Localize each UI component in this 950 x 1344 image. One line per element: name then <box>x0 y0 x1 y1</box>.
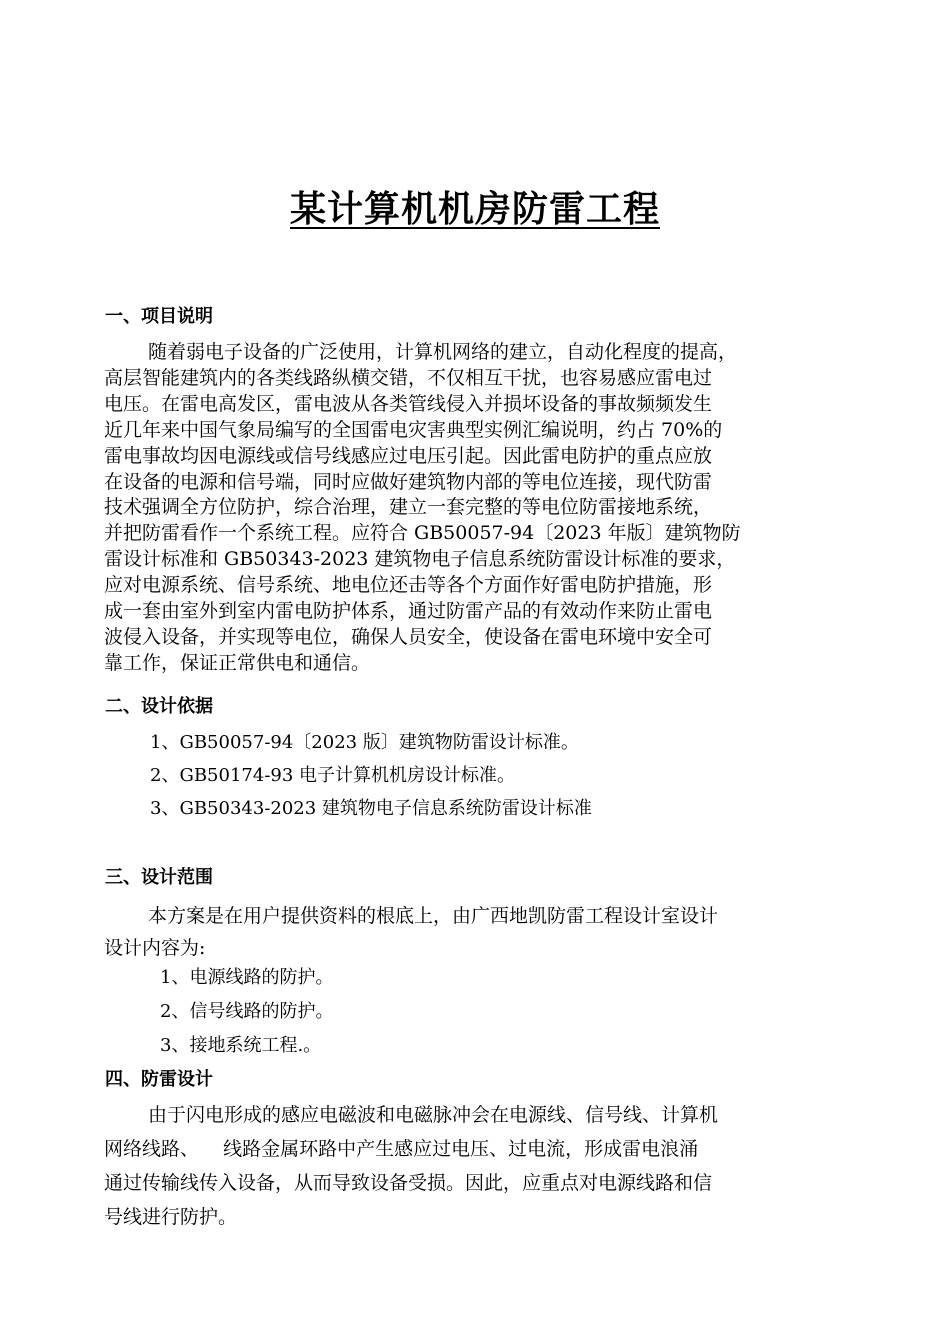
design-scope-item: 2、信号线路的防护。 <box>160 1001 334 1022</box>
paragraph-line: 由于闪电形成的感应电磁波和电磁脉冲会在电源线、信号线、计算机 <box>148 1104 719 1126</box>
paragraph-line: 本方案是在用户提供资料的根底上，由广西地凯防雷工程设计室设计 <box>148 905 719 927</box>
section-heading-design-scope: 三、设计范围 <box>105 867 213 888</box>
paragraph-line: 在设备的电源和信号端，同时应做好建筑物内部的等电位连接，现代防雷 <box>104 470 713 493</box>
design-scope-paragraph <box>104 900 844 964</box>
section-heading-design-basis: 二、设计依据 <box>105 696 213 717</box>
paragraph-line: 近几年来中国气象局编写的全国雷电灾害典型实例汇编说明，约占 70%的 <box>104 418 723 441</box>
paragraph-line: 雷电事故均因电源线或信号线感应过电压引起。因此雷电防护的重点应放 <box>104 444 713 467</box>
paragraph-line: 波侵入设备，并实现等电位，确保人员安全，使设备在雷电环境中安全可 <box>104 625 713 648</box>
paragraph-line: 技术强调全方位防护，综合治理，建立一套完整的等电位防雷接地系统， <box>104 496 713 519</box>
paragraph-line: 随着弱电子设备的广泛使用，计算机网络的建立，自动化程度的提高， <box>148 341 738 363</box>
lightning-protection-paragraph <box>104 1098 844 1234</box>
paragraph-line: 通过传输线传入设备，从而导致设备受损。因此，应重点对电源线路和信 <box>104 1172 713 1194</box>
section-heading-project-description: 一、项目说明 <box>105 306 213 327</box>
paragraph-line: 高层智能建筑内的各类线路纵横交错，不仅相互干扰，也容易感应雷电过 <box>104 366 713 389</box>
design-basis-item: 3、GB50343-2023 建筑物电子信息系统防雷设计标准 <box>150 798 592 819</box>
design-basis-item: 1、GB50057-94〔2023 版〕建筑物防雷设计标准。 <box>150 732 579 753</box>
paragraph-line: 并把防雷看作一个系统工程。应符合 GB50057-94〔2023 年版〕建筑物防 <box>104 522 741 545</box>
paragraph-line: 设计内容为: <box>104 937 206 959</box>
design-basis-item: 2、GB50174-93 电子计算机机房设计标准。 <box>150 765 516 786</box>
design-scope-item: 3、接地系统工程.。 <box>160 1035 322 1056</box>
paragraph-line: 成一套由室外到室内雷电防护体系，通过防雷产品的有效动作来防止雷电 <box>104 600 713 623</box>
paragraph-line: 电压。在雷电高发区，雷电波从各类管线侵入并损坏设备的事故频频发生 <box>104 392 713 415</box>
paragraph-line: 网络线路、 线路金属环路中产生感应过电压、过电流，形成雷电浪涌 <box>104 1138 699 1160</box>
paragraph-line: 应对电源系统、信号系统、地电位还击等各个方面作好雷电防护措施，形 <box>104 574 713 597</box>
paragraph-line: 雷设计标准和 GB50343-2023 建筑物电子信息系统防雷设计标准的要求， <box>104 548 736 571</box>
document-title: 某计算机机房防雷工程 <box>289 189 660 230</box>
project-description-paragraph <box>104 340 844 677</box>
section-heading-lightning-protection-design: 四、防雷设计 <box>105 1069 213 1090</box>
paragraph-line: 号线进行防护。 <box>104 1206 238 1228</box>
design-scope-item: 1、电源线路的防护。 <box>160 967 334 988</box>
paragraph-line: 靠工作，保证正常供电和通信。 <box>104 651 371 674</box>
